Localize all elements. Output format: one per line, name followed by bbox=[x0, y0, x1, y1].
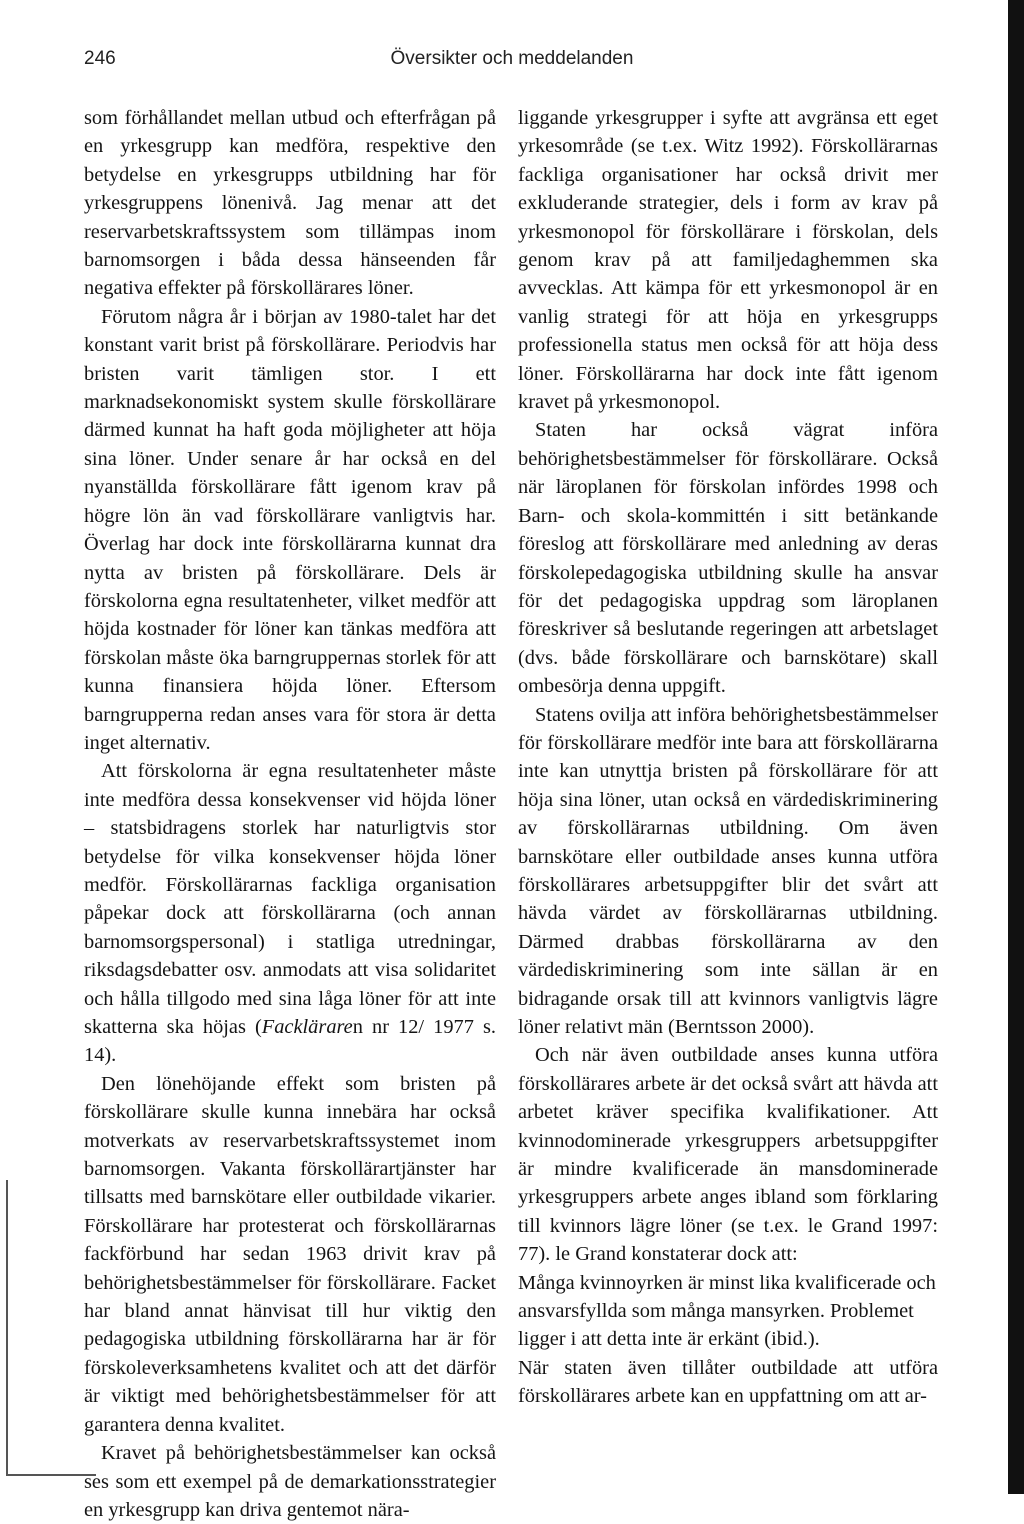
paragraph: När staten även tillåter outbildade att utföra förskollärares arbete kan en uppfattning om att ar- bbox=[518, 1356, 938, 1408]
scan-margin-rule bbox=[6, 1180, 8, 1475]
page-number: 246 bbox=[84, 48, 116, 69]
paragraph: Kravet på behörighetsbestämmelser kan också ses som ett exempel på de demarkationsstrategier en yrkesgrupp kan driva gentemot nära- bbox=[84, 1442, 496, 1521]
paragraph-text: Att förskolorna är egna resultatenheter måste inte medföra dessa konsekvenser vid höjda löner – statsbidragens storlek har naturligtvis stor betydelse för vilka konsekvenser höjda löner medför. Förskollärarnas fackliga organisation påpekar dock att förskollärarna (och annan barnomsorgspersonal) i statliga utredningar, riksdagsdebatter osv. anmodats att visa solidaritet och hålla tillgodo med sina låga löner för att inte skatterna ska höjas ( bbox=[84, 760, 496, 1038]
paragraph: Staten har också vägrat införa behörighetsbestämmelser för förskollärare. Också när läroplanen för förskolan infördes 1998 och Barn- och skola-kommittén i sitt betänkande föreslog att förskollärare med anledning av deras förskolepedagogiska utbildning skulle ha ansvar för det pedagogiska uppdrag som läroplanen föreskriver så beslutande regeringen att arbetslaget (dvs. både förskollärare och barnskötare) skall ombesörja denna uppgift. bbox=[518, 419, 938, 698]
journal-title: Facklärare bbox=[261, 1016, 353, 1038]
paragraph-text: n nr 12/ 1977 s. 14). bbox=[84, 1016, 496, 1067]
paragraph: liggande yrkesgrupper i syfte att avgränsa ett eget yrkesområde (se t.ex. Witz 1992). Förskollärarnas fackliga organisationer har också drivit mer exkluderande strategier, dels i form av krav på yrkesmonopol för förskollärare i förskolan, dels genom krav på att familjedaghemmen ska avvecklas. Att kämpa för ett yrkesmonopol är en vanlig strategi för att höja en yrkesgrupps professionella status men också för att höja dess löner. Förskollärarna har dock inte fått igenom kravet på yrkesmonopol. bbox=[518, 107, 938, 414]
paragraph: Och när även outbildade anses kunna utföra förskollärares arbete är det också svårt att hävda att arbetet kräver specifika kvalifikationer. Att kvinnodominerade yrkesgruppers arbetsuppgifter är mindre kvalificerade än mansdominerade yrkesgruppers arbete anges ibland som förklaring till kvinnors lägre löner (se t.ex. le Grand 1997: 77). le Grand konstaterar dock att: bbox=[518, 1044, 938, 1266]
paragraph bbox=[84, 757, 496, 1069]
paragraph: Den lönehöjande effekt som bristen på förskollärare skulle kunna innebära har också motverkats av reservarbetskraftssystemet inom barnomsorgen. Vakanta förskollärartjänster har tillsatts med barnskötare eller outbildade vikarier. Förskollärare har protesterat och förskollärarnas fackförbund har sedan 1963 drivit krav på behörighetsbestämmelser för förskollärare. Facket har bland annat hänvisat till hur viktig den pedagogiska utbildning förskollärarna har är för förskoleverksamhetens kvalitet och att det därför är viktigt med behörighetsbestämmelser för att garantera denna kvalitet. bbox=[84, 1072, 496, 1436]
page-header bbox=[84, 48, 940, 78]
right-column bbox=[518, 104, 938, 1411]
running-title: Översikter och meddelanden bbox=[390, 48, 634, 69]
scan-edge-bar bbox=[1008, 0, 1024, 1494]
block-quote: Många kvinnoyrken är minst lika kvalificerade och ansvarsfyllda som många mansyrken. Problemet ligger i att detta inte är erkänt (ibid.). bbox=[518, 1271, 936, 1351]
paragraph: Statens ovilja att införa behörighetsbestämmelser för förskollärare medför inte bara att förskollärarna inte kan utnyttja bristen på förskollärare för att höja sina löner, utan också en värdediskriminering av förskollärarnas utbildning. Om även barnskötare eller outbildade anses kunna utföra förskollärares arbetsuppgifter blir det svårt att hävda värdet av förskollärarnas utbildning. Därmed drabbas förskollärarna av den värdediskriminering som inte sällan är en bidragande orsak till att kvinnors vanligtvis lägre löner relativt män (Berntsson 2000). bbox=[518, 703, 938, 1038]
left-column bbox=[84, 104, 496, 1524]
paragraph: Förutom några år i början av 1980-talet har det konstant varit brist på förskollärare. Periodvis har bristen varit tämligen stor. I ett marknadsekonomiskt system skulle förskollärare därmed kunnat ha haft goda möjligheter att höja sina löner. Under senare år har också en del nyanställda förskollärare fått igenom krav på högre lön än vad förskollärare vanligtvis har. Överlag har dock inte förskollärarna kunnat dra nytta av bristen på förskollärare. Dels är förskolorna egna resultatenheter, vilket medför att höjda kostnader för löner kan tänkas medföra att förskolan måste öka barngruppernas storlek för att kunna finansiera höjda löner. Eftersom barngrupperna redan anses vara för stora är detta inget alternativ. bbox=[84, 305, 496, 754]
paragraph: som förhållandet mellan utbud och efterfrågan på en yrkesgrupp kan medföra, respektive den betydelse en yrkesgrupps utbildning har för yrkesgruppens lönenivå. Jag menar att det reservarbetskraftssystem som tillämpas inom barnomsorgen i båda dessa hänseenden får negativa effekter på förskollärares löner. bbox=[84, 107, 496, 300]
scan-bottom-rule bbox=[6, 1474, 96, 1476]
